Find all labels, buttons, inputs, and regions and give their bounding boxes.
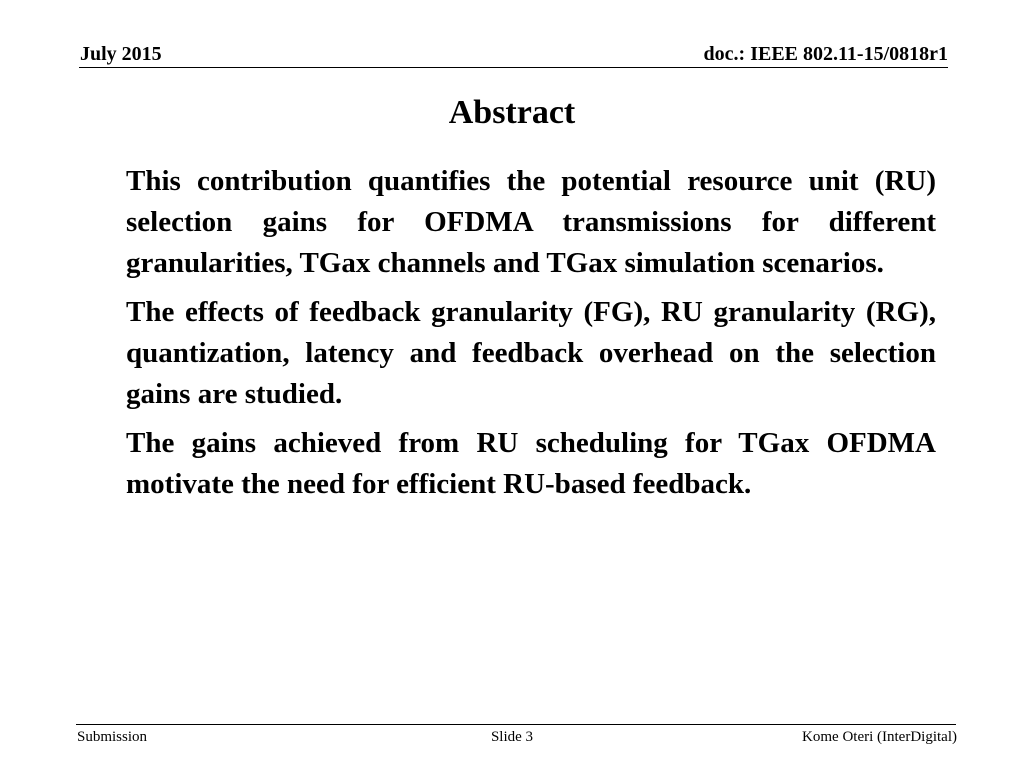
header-divider <box>79 67 948 68</box>
header-date: July 2015 <box>80 43 162 65</box>
footer-slide-number: Slide 3 <box>490 729 534 745</box>
abstract-paragraph: The gains achieved from RU scheduling for TGax OFDMA motivate the need for efficient RU-based feedback. <box>126 427 936 500</box>
header-document-id: doc.: IEEE 802.11-15/0818r1 <box>703 43 948 65</box>
abstract-paragraph: This contribution quantifies the potential resource unit (RU) selection gains for OFDMA transmissions for different granularities, TGax channels and TGax simulation scenarios. <box>126 165 936 279</box>
footer-divider <box>76 724 956 725</box>
abstract-body <box>126 161 936 513</box>
footer-author: Kome Oteri (InterDigital) <box>802 729 957 745</box>
abstract-paragraph: The effects of feedback granularity (FG), RU granularity (RG), quantization, latency and feedback overhead on the selection gains are studied. <box>126 296 936 410</box>
footer-submission: Submission <box>77 729 148 745</box>
slide-title: Abstract <box>448 94 576 131</box>
